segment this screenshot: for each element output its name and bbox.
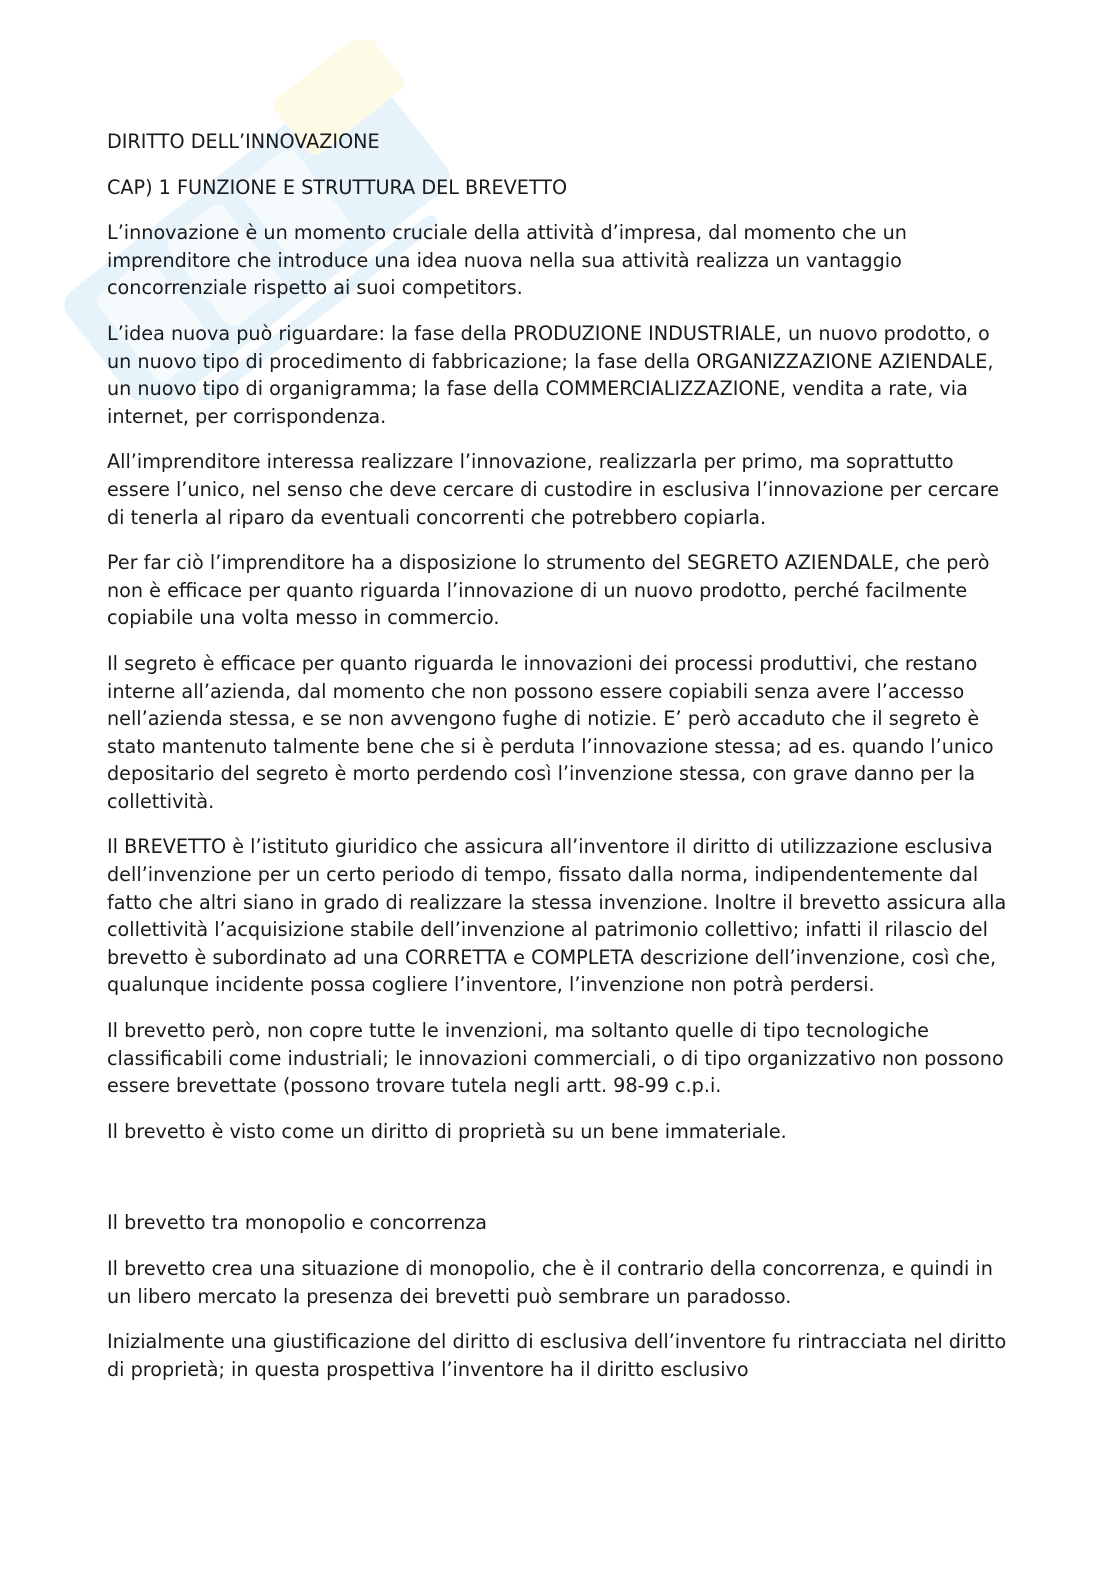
paragraph: All’imprenditore interessa realizzare l’innovazione, realizzarla per primo, ma soprattutto essere l’unico, nel senso che deve cercare di custodire in esclusiva l’innovazione per cercare di tenerla al riparo da eventuali concorrenti che potrebbero copiarla. <box>107 450 1000 529</box>
paragraph: Il BREVETTO è l’istituto giuridico che assicura all’inventore il diritto di utilizzazione esclusiva dell’invenzione per un certo periodo di tempo, fissato dalla norma, indipendentemente dal fatto che altri siano in grado di realizzare la stessa invenzione. Inoltre il brevetto assicura alla collettività l’acquisizione stabile dell’invenzione al patrimonio collettivo; infatti il rilascio del brevetto è subordinato ad una CORRETTA e COMPLETA descrizione dell’invenzione, così che, qualunque incidente possa cogliere l’inventore, l’invenzione non potrà perdersi. <box>107 835 1007 997</box>
paragraph: Il segreto è efficace per quanto riguarda le innovazioni dei processi produttivi, che restano interne all’azienda, dal momento che non possono essere copiabili senza avere l’accesso nell’azienda stessa, e se non avvengono fughe di notizie. E’ però accaduto che il segreto è stato mantenuto talmente bene che si è perduta l’innovazione stessa; ad es. quando l’unico depositario del segreto è morto perdendo così l’invenzione stessa, con grave danno per la collettività. <box>107 651 994 813</box>
document-title: DIRITTO DELL’INNOVAZIONE <box>107 130 380 153</box>
paragraph: Inizialmente una giustificazione del diritto di esclusiva dell’inventore fu rintracciata nel diritto di proprietà; in questa prospettiva l’inventore ha il diritto esclusivo <box>107 1330 1007 1381</box>
paragraph: Il brevetto crea una situazione di monopolio, che è il contrario della concorrenza, e quindi in un libero mercato la presenza dei brevetti può sembrare un paradosso. <box>107 1257 993 1308</box>
section-heading: Il brevetto tra monopolio e concorrenza <box>107 1211 488 1235</box>
chapter-heading: CAP) 1 FUNZIONE E STRUTTURA DEL BREVETTO <box>107 175 568 199</box>
paragraph: Per far ciò l’imprenditore ha a disposizione lo strumento del SEGRETO AZIENDALE, che però non è efficace per quanto riguarda l’innovazione di un nuovo prodotto, perché facilmente copiabile una volta messo in commercio. <box>107 551 990 630</box>
paragraph: Il brevetto però, non copre tutte le invenzioni, ma soltanto quelle di tipo tecnologiche classificabili come industriali; le innovazioni commerciali, o di tipo organizzativo non possono essere brevettate (possono trovare tutela negli artt. 98-99 c.p.i. <box>107 1019 1004 1098</box>
paragraph: L’innovazione è un momento cruciale della attività d’impresa, dal momento che un imprenditore che introduce una idea nuova nella sua attività realizza un vantaggio concorrenziale rispetto ai suoi competitors. <box>107 221 907 300</box>
document-page <box>107 128 1007 1401</box>
paragraph: L’idea nuova può riguardare: la fase della PRODUZIONE INDUSTRIALE, un nuovo prodotto, o un nuovo tipo di procedimento di fabbricazione; la fase della ORGANIZZAZIONE AZIENDALE, un nuovo tipo di organigramma; la fase della COMMERCIALIZZAZIONE, vendita a rate, via internet, per corrispondenza. <box>107 321 994 428</box>
paragraph: Il brevetto è visto come un diritto di proprietà su un bene immateriale. <box>107 1119 787 1143</box>
